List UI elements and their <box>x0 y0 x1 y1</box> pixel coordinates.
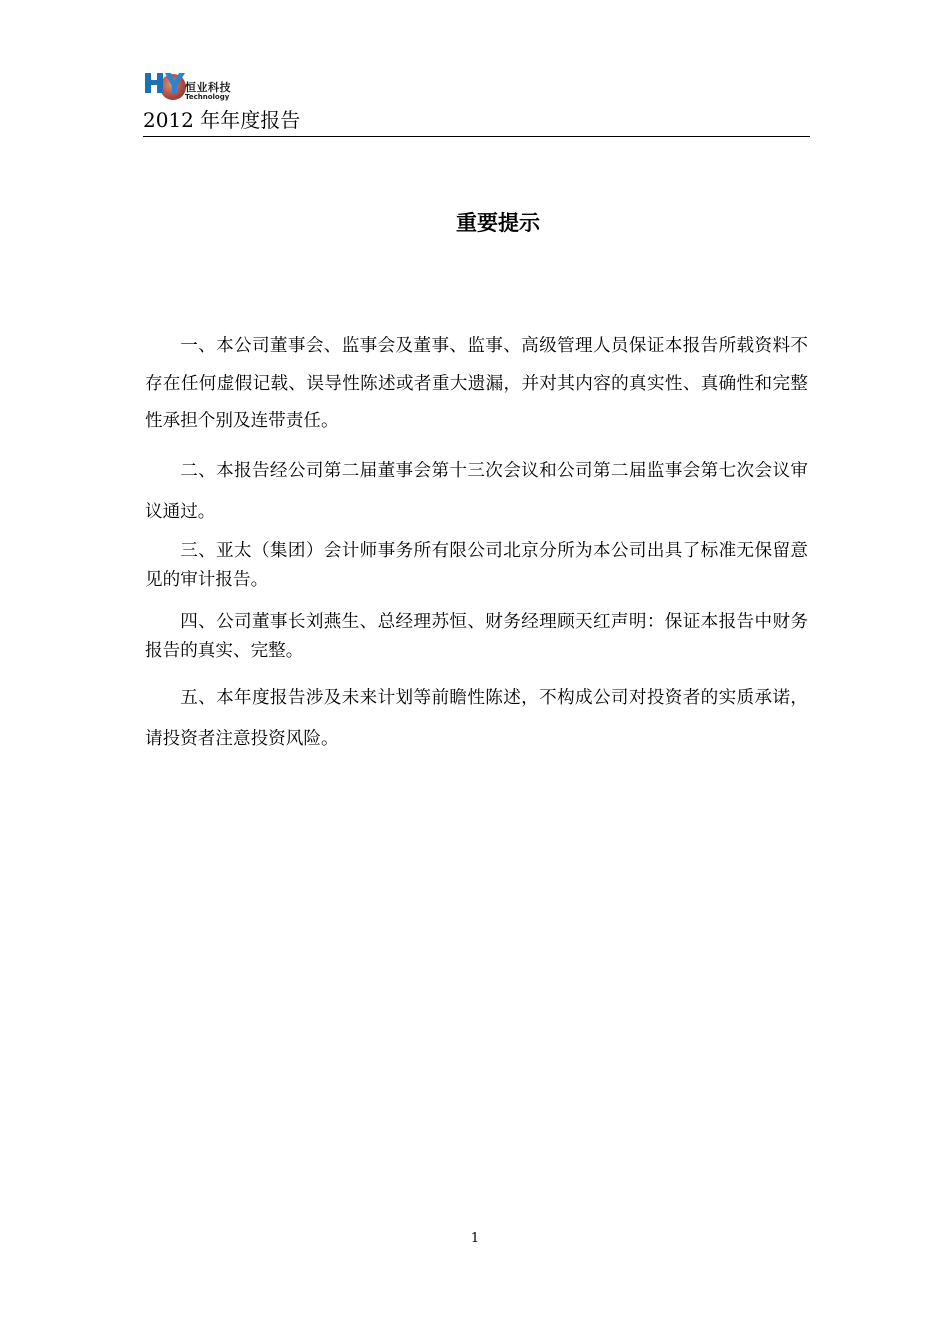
paragraph-2: 二、本报告经公司第二届董事会第十三次会议和公司第二届监事会第七次会议审议通过。 <box>145 460 808 522</box>
report-title: 2012 年年度报告 <box>143 108 301 132</box>
paragraph-1: 一、本公司董事会、监事会及董事、监事、高级管理人员保证本报告所载资料不存在任何虚假记载、误导性陈述或者重大遗漏，并对其内容的真实性、真确性和完整性承担个别及连带责任。 <box>145 336 808 431</box>
logo-subtext: Technology <box>185 93 230 101</box>
document-body <box>145 328 808 760</box>
page-number: 1 <box>470 1231 480 1246</box>
paragraph-3: 三、亚太（集团）会计师事务所有限公司北京分所为本公司出具了标准无保留意见的审计报告。 <box>145 540 808 590</box>
logo-mark-icon <box>143 70 187 104</box>
logo-text: 恒业科技 <box>185 81 231 94</box>
company-logo <box>143 70 243 104</box>
paragraph-5: 五、本年度报告涉及未来计划等前瞻性陈述，不构成公司对投资者的实质承诺，请投资者注意投资风险。 <box>145 687 808 749</box>
page-header <box>143 70 810 137</box>
paragraph-4: 四、公司董事长刘燕生、总经理苏恒、财务经理顾天红声明：保证本报告中财务报告的真实、完整。 <box>145 611 808 661</box>
document-title: 重要提示 <box>456 211 540 235</box>
